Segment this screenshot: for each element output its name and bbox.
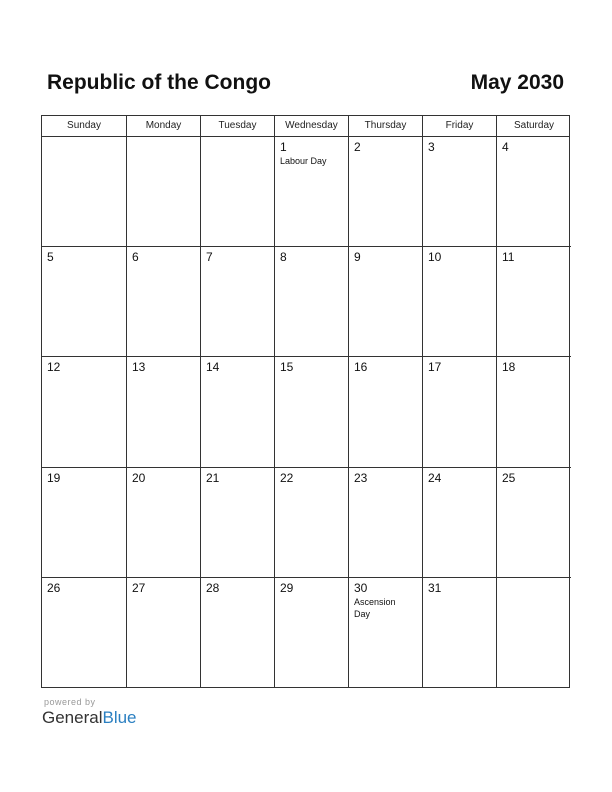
holiday-label: Ascension Day: [354, 596, 396, 619]
day-number: 25: [502, 470, 516, 485]
day-cell: [349, 357, 423, 467]
day-cell: [201, 468, 275, 578]
day-number: 17: [428, 360, 442, 375]
day-number: 18: [502, 360, 516, 375]
holiday-label: Labour Day: [280, 156, 327, 166]
day-number: 4: [502, 140, 509, 154]
day-number: 6: [132, 250, 139, 265]
day-number: 29: [280, 580, 294, 595]
day-number: 20: [132, 470, 146, 485]
day-number: 23: [354, 470, 368, 485]
day-cell: [275, 468, 349, 578]
day-number: 2: [354, 140, 361, 154]
day-cell: [423, 247, 497, 357]
powered-by-label: powered by: [44, 697, 96, 707]
day-cell: [423, 468, 497, 578]
day-cell: [201, 578, 275, 688]
day-cell: [127, 137, 201, 247]
weekday-header: Saturday: [513, 120, 555, 131]
day-number: 14: [206, 360, 220, 375]
day-cell: [201, 137, 275, 247]
day-cell: [127, 357, 201, 467]
day-cell: [127, 468, 201, 578]
day-number: 3: [428, 140, 435, 154]
day-cell: [42, 357, 127, 467]
country-title: Republic of the Congo: [47, 71, 271, 94]
day-cell: [127, 247, 201, 357]
day-number: 13: [132, 360, 146, 375]
day-cell: [497, 357, 571, 467]
day-cell: [349, 137, 423, 247]
day-cell: [497, 137, 571, 247]
calendar-grid: [41, 115, 570, 688]
day-number: 12: [47, 360, 61, 375]
day-cell: [349, 468, 423, 578]
day-number: 7: [206, 250, 213, 265]
day-number: 19: [47, 470, 61, 485]
day-number: 15: [280, 360, 294, 375]
weekday-header: Thursday: [349, 116, 423, 136]
weekday-header: Tuesday: [201, 116, 275, 136]
day-cell: [497, 468, 571, 578]
day-number: 21: [206, 470, 220, 485]
day-cell: [275, 578, 349, 688]
day-cell: [423, 137, 497, 247]
day-cell: [497, 578, 571, 688]
day-cell: [42, 137, 127, 247]
day-number: 11: [502, 250, 515, 265]
day-number: 16: [354, 360, 368, 375]
generalblue-logo: [42, 708, 137, 728]
weekday-header-row: [42, 116, 569, 137]
brand-general: General: [42, 708, 103, 727]
day-number: 27: [132, 580, 146, 595]
day-cell: [127, 578, 201, 688]
day-cell: [497, 247, 571, 357]
day-cells: [42, 137, 569, 688]
day-number: 9: [354, 250, 361, 265]
day-number: 26: [47, 580, 61, 595]
day-number: 1: [280, 140, 287, 154]
day-number: 28: [206, 580, 220, 595]
day-number: 8: [280, 250, 287, 265]
day-cell: [423, 357, 497, 467]
day-number: 5: [47, 250, 54, 265]
day-cell: [201, 357, 275, 467]
weekday-header: Sunday: [42, 116, 127, 136]
day-cell: [349, 247, 423, 357]
month-title: May 2030: [470, 71, 564, 94]
day-cell: [42, 468, 127, 578]
day-cell: [275, 247, 349, 357]
weekday-header: Wednesday: [275, 116, 349, 136]
day-cell: [42, 247, 127, 357]
day-cell: [423, 578, 497, 688]
day-cell: [42, 578, 127, 688]
brand-blue: Blue: [102, 708, 137, 727]
weekday-header: Monday: [127, 116, 201, 136]
day-number: 30: [354, 580, 368, 595]
day-number: 22: [280, 470, 294, 485]
day-number: 10: [428, 250, 442, 265]
day-cell: [275, 137, 349, 247]
day-number: 31: [428, 580, 442, 595]
day-cell: [349, 578, 423, 688]
day-cell: [275, 357, 349, 467]
day-cell: [201, 247, 275, 357]
day-number: 24: [428, 470, 442, 485]
weekday-header: Friday: [423, 116, 497, 136]
